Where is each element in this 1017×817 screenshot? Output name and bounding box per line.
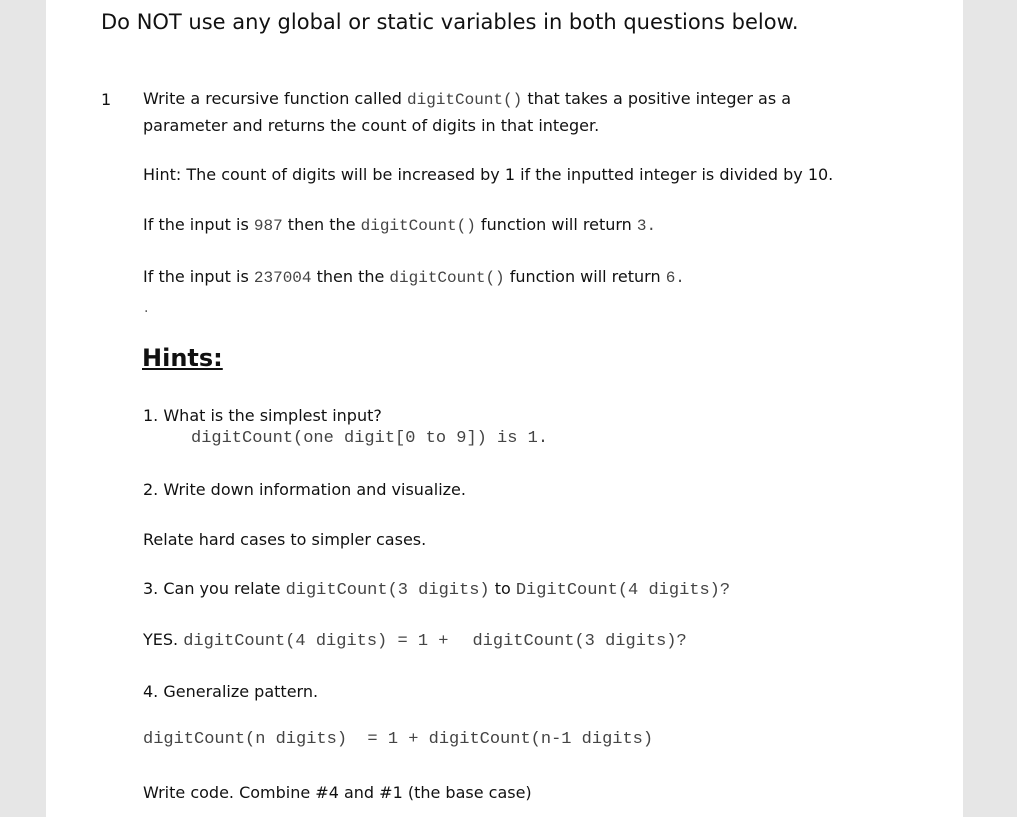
ex1-return-value: 3. — [636, 217, 657, 235]
ex2-text-b: then the — [311, 267, 390, 286]
hint-3-code-2: DigitCount(4 digits)? — [515, 581, 731, 600]
example-1 — [143, 215, 656, 235]
stray-dot: . — [144, 300, 149, 316]
hint-3-text-b: to — [489, 579, 516, 598]
yes-code-1: digitCount(4 digits) = 1 + — [183, 632, 449, 651]
ex1-text-b: then the — [282, 215, 361, 234]
question-line-2: parameter and returns the count of digits in that integer. — [143, 116, 600, 135]
question-hint: Hint: The count of digits will be increased by 1 if the inputted integer is divided by 10. — [143, 165, 834, 184]
example-2 — [143, 267, 685, 287]
q1-text-a: Write a recursive function called — [143, 89, 408, 108]
ex2-return-value: 6. — [665, 269, 685, 287]
yes-code-2: digitCount(3 digits)? — [472, 632, 687, 651]
ex1-text-a: If the input is — [143, 215, 254, 234]
hint-1-code: digitCount(one digit[0 to 9]) is 1. — [191, 429, 549, 448]
page-heading: Do NOT use any global or static variables in both questions below. — [101, 10, 799, 34]
ex2-text-a: If the input is — [143, 267, 254, 286]
ex2-function-name: digitCount() — [389, 269, 505, 287]
question-number: 1 — [101, 90, 112, 109]
hint-4-text: 4. Generalize pattern. — [143, 682, 319, 701]
relate-text: Relate hard cases to simpler cases. — [143, 530, 427, 549]
hint-2-text: 2. Write down information and visualize. — [143, 480, 466, 499]
ex1-text-c: function will return — [475, 215, 637, 234]
hint-3-code-1: digitCount(3 digits) — [285, 581, 490, 600]
q1-text-b: that takes a positive integer as a — [522, 89, 792, 108]
hint-3-text-a: 3. Can you relate — [143, 579, 286, 598]
question-line-1 — [143, 89, 791, 109]
ex2-input-value: 237004 — [253, 269, 312, 287]
ex1-input-value: 987 — [253, 217, 283, 235]
hint-1-text: 1. What is the simplest input? — [143, 406, 382, 425]
hints-heading: Hints: — [142, 344, 223, 372]
yes-line — [143, 630, 687, 651]
document-page — [46, 0, 963, 817]
yes-text: YES. — [143, 630, 184, 649]
ex1-function-name: digitCount() — [360, 217, 476, 235]
final-instruction: Write code. Combine #4 and #1 (the base case) — [143, 783, 532, 802]
ex2-text-c: function will return — [504, 267, 666, 286]
q1-code-digitcount: digitCount() — [407, 91, 523, 109]
pattern-code: digitCount(n digits) = 1 + digitCount(n-1 digits) — [143, 730, 654, 749]
hint-3 — [143, 579, 730, 600]
